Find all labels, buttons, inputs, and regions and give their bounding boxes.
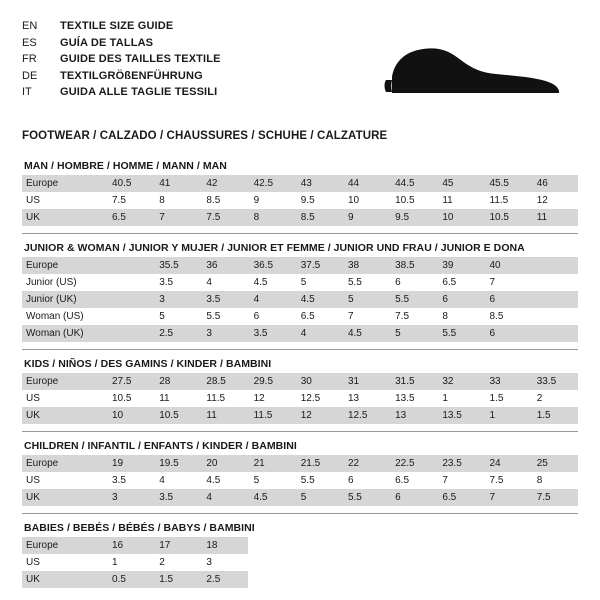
- cell-empty: [295, 571, 342, 588]
- row-label: US: [22, 390, 106, 407]
- cell: 1: [436, 390, 483, 407]
- cell: [106, 308, 153, 325]
- cell: 1: [484, 407, 531, 424]
- cell: 9.5: [389, 209, 436, 226]
- cell: 42.5: [248, 175, 295, 192]
- cell: 10.5: [484, 209, 531, 226]
- cell: 4.5: [248, 489, 295, 506]
- group-label: JUNIOR & WOMAN / JUNIOR Y MUJER / JUNIOR ET FEMME / JUNIOR UND FRAU / JUNIOR E DONA: [24, 242, 525, 254]
- cell: 7.5: [484, 472, 531, 489]
- cell-empty: [484, 537, 531, 554]
- cell: 18: [200, 537, 247, 554]
- cell: 5.5: [389, 291, 436, 308]
- cell: [531, 308, 578, 325]
- cell: [531, 257, 578, 274]
- cell: 6.5: [106, 209, 153, 226]
- cell: 2: [153, 554, 200, 571]
- cell: 10: [342, 192, 389, 209]
- cell: 5: [295, 274, 342, 291]
- cell: 39: [436, 257, 483, 274]
- language-title: GUÍA DE TALLAS: [60, 36, 154, 49]
- cell: 21.5: [295, 455, 342, 472]
- table-row: [22, 192, 578, 209]
- cell: 11: [531, 209, 578, 226]
- cell: 7.5: [531, 489, 578, 506]
- row-label: UK: [22, 571, 106, 588]
- row-label: Junior (US): [22, 274, 106, 291]
- cell: 7.5: [200, 209, 247, 226]
- cell: 13.5: [389, 390, 436, 407]
- cell-empty: [484, 554, 531, 571]
- cell: 31: [342, 373, 389, 390]
- cell: 7.5: [389, 308, 436, 325]
- row-label: Woman (US): [22, 308, 106, 325]
- cell-empty: [389, 554, 436, 571]
- cell: 32: [436, 373, 483, 390]
- cell: 19: [106, 455, 153, 472]
- language-code: FR: [22, 53, 37, 65]
- row-label: Europe: [22, 455, 106, 472]
- cell: 12: [531, 192, 578, 209]
- cell: 3.5: [248, 325, 295, 342]
- language-row: [22, 84, 221, 101]
- cell: 12.5: [342, 407, 389, 424]
- cell: 11: [436, 192, 483, 209]
- cell: 6.5: [295, 308, 342, 325]
- cell: 13: [342, 390, 389, 407]
- cell-empty: [342, 571, 389, 588]
- cell: 4: [248, 291, 295, 308]
- cell: 45.5: [484, 175, 531, 192]
- cell-empty: [295, 537, 342, 554]
- cell: 9: [248, 192, 295, 209]
- group-junior-woman: [22, 242, 578, 350]
- cell: 8.5: [484, 308, 531, 325]
- cell-empty: [531, 537, 578, 554]
- group-label: CHILDREN / INFANTIL / ENFANTS / KINDER / BAMBINI: [24, 440, 297, 452]
- cell: 6.5: [389, 472, 436, 489]
- group-children: [22, 440, 578, 514]
- cell: 44.5: [389, 175, 436, 192]
- language-title: GUIDE DES TAILLES TEXTILE: [60, 53, 221, 65]
- divider: [22, 513, 578, 514]
- cell: 11.5: [484, 192, 531, 209]
- language-code: DE: [22, 69, 38, 82]
- cell: 6: [389, 489, 436, 506]
- cell: 33: [484, 373, 531, 390]
- cell: 31.5: [389, 373, 436, 390]
- language-title-list: [22, 18, 221, 101]
- table-row: [22, 537, 578, 554]
- cell: 13: [389, 407, 436, 424]
- cell: 37.5: [295, 257, 342, 274]
- cell: [106, 274, 153, 291]
- size-table-junior-woman: [22, 257, 578, 342]
- cell-empty: [342, 554, 389, 571]
- row-label: Europe: [22, 257, 106, 274]
- cell: 5: [248, 472, 295, 489]
- row-label: Europe: [22, 537, 106, 554]
- group-man: [22, 160, 578, 234]
- cell: 24: [484, 455, 531, 472]
- cell: 4.5: [200, 472, 247, 489]
- cell: 4: [153, 472, 200, 489]
- cell: 28: [153, 373, 200, 390]
- cell: 27.5: [106, 373, 153, 390]
- table-row: [22, 489, 578, 506]
- cell: 7: [153, 209, 200, 226]
- cell: 3.5: [153, 274, 200, 291]
- row-label: UK: [22, 489, 106, 506]
- cell: 8: [531, 472, 578, 489]
- cell: 10: [436, 209, 483, 226]
- table-row: [22, 571, 578, 588]
- cell: 1.5: [153, 571, 200, 588]
- cell: 12.5: [295, 390, 342, 407]
- cell: [531, 325, 578, 342]
- table-row: [22, 209, 578, 226]
- cell-empty: [248, 571, 295, 588]
- language-row: [22, 68, 221, 85]
- cell: 6: [389, 274, 436, 291]
- group-label: MAN / HOMBRE / HOMME / MANN / MAN: [24, 160, 227, 172]
- cell: 3.5: [153, 489, 200, 506]
- table-row: [22, 325, 578, 342]
- cell: 12: [295, 407, 342, 424]
- cell: 3: [200, 325, 247, 342]
- cell: 3: [200, 554, 247, 571]
- cell-empty: [342, 537, 389, 554]
- cell-empty: [389, 571, 436, 588]
- cell: 3: [153, 291, 200, 308]
- cell: 40: [484, 257, 531, 274]
- cell: 12: [248, 390, 295, 407]
- cell: 6: [436, 291, 483, 308]
- cell: 9: [342, 209, 389, 226]
- size-table-man: [22, 175, 578, 226]
- cell: 21: [248, 455, 295, 472]
- cell: 4: [200, 274, 247, 291]
- cell: 3.5: [106, 472, 153, 489]
- cell: 45: [436, 175, 483, 192]
- table-row: [22, 554, 578, 571]
- cell: 6: [248, 308, 295, 325]
- cell-empty: [436, 537, 483, 554]
- table-row: [22, 472, 578, 489]
- table-row: [22, 373, 578, 390]
- cell: 1: [106, 554, 153, 571]
- cell: [106, 291, 153, 308]
- cell-empty: [531, 554, 578, 571]
- cell: 1.5: [484, 390, 531, 407]
- cell: 6.5: [436, 274, 483, 291]
- group-label: KIDS / NIÑOS / DES GAMINS / KINDER / BAMBINI: [24, 358, 272, 370]
- group-babies: [22, 522, 578, 588]
- divider: [22, 233, 578, 234]
- cell-empty: [295, 554, 342, 571]
- cell: 5: [389, 325, 436, 342]
- cell: 44: [342, 175, 389, 192]
- cell: [106, 257, 153, 274]
- page-title: FOOTWEAR / CALZADO / CHAUSSURES / SCHUHE / CALZATURE: [22, 130, 388, 142]
- cell: 13.5: [436, 407, 483, 424]
- cell: 5.5: [200, 308, 247, 325]
- row-label: US: [22, 472, 106, 489]
- cell: 22: [342, 455, 389, 472]
- cell: 36: [200, 257, 247, 274]
- table-row: [22, 291, 578, 308]
- cell: 11.5: [248, 407, 295, 424]
- cell: 19.5: [153, 455, 200, 472]
- cell: 5: [295, 489, 342, 506]
- cell: 1.5: [531, 407, 578, 424]
- table-row: [22, 407, 578, 424]
- row-label: UK: [22, 407, 106, 424]
- dress-shoe-icon: [380, 30, 570, 104]
- cell: 11: [200, 407, 247, 424]
- language-row: [22, 51, 221, 68]
- group-label: BABIES / BEBÉS / BÉBÉS / BABYS / BAMBINI: [24, 522, 255, 534]
- cell: 4: [295, 325, 342, 342]
- cell-empty: [436, 554, 483, 571]
- cell: 20: [200, 455, 247, 472]
- cell: 5.5: [342, 274, 389, 291]
- cell: 36.5: [248, 257, 295, 274]
- cell: 42: [200, 175, 247, 192]
- cell: 5: [153, 308, 200, 325]
- row-label: Woman (UK): [22, 325, 106, 342]
- cell: 40.5: [106, 175, 153, 192]
- cell: 11: [153, 390, 200, 407]
- cell: 8.5: [295, 209, 342, 226]
- cell: 33.5: [531, 373, 578, 390]
- size-table-kids: [22, 373, 578, 424]
- cell: 2.5: [200, 571, 247, 588]
- cell: 6: [484, 291, 531, 308]
- cell: 22.5: [389, 455, 436, 472]
- cell: 38: [342, 257, 389, 274]
- cell: [531, 291, 578, 308]
- cell: 41: [153, 175, 200, 192]
- cell: 38.5: [389, 257, 436, 274]
- cell: 9.5: [295, 192, 342, 209]
- language-row: [22, 35, 221, 52]
- cell: 8: [248, 209, 295, 226]
- cell: 4: [200, 489, 247, 506]
- table-row: [22, 274, 578, 291]
- cell: 4.5: [342, 325, 389, 342]
- cell: 7.5: [106, 192, 153, 209]
- cell: 10.5: [153, 407, 200, 424]
- group-kids: [22, 358, 578, 432]
- divider: [22, 349, 578, 350]
- cell: 11.5: [200, 390, 247, 407]
- table-row: [22, 455, 578, 472]
- cell: 4.5: [295, 291, 342, 308]
- cell: 17: [153, 537, 200, 554]
- cell: 46: [531, 175, 578, 192]
- language-code: IT: [22, 86, 32, 98]
- cell: 8: [153, 192, 200, 209]
- cell: 28.5: [200, 373, 247, 390]
- cell: [106, 325, 153, 342]
- cell: 10: [106, 407, 153, 424]
- cell-empty: [531, 571, 578, 588]
- size-table-children: [22, 455, 578, 506]
- cell: 5: [342, 291, 389, 308]
- cell: 7: [436, 472, 483, 489]
- cell: 25: [531, 455, 578, 472]
- cell-empty: [248, 537, 295, 554]
- language-row: [22, 18, 221, 35]
- language-code: ES: [22, 36, 37, 49]
- cell: 29.5: [248, 373, 295, 390]
- cell: 4.5: [248, 274, 295, 291]
- divider: [22, 431, 578, 432]
- cell: 7: [484, 489, 531, 506]
- cell: 23.5: [436, 455, 483, 472]
- cell: 5.5: [342, 489, 389, 506]
- cell: 7: [342, 308, 389, 325]
- cell: 10.5: [389, 192, 436, 209]
- cell-empty: [248, 554, 295, 571]
- language-code: EN: [22, 20, 38, 32]
- cell: 2.5: [153, 325, 200, 342]
- cell: 2: [531, 390, 578, 407]
- cell: 7: [484, 274, 531, 291]
- row-label: US: [22, 554, 106, 571]
- cell: [531, 274, 578, 291]
- row-label: UK: [22, 209, 106, 226]
- cell: 6: [484, 325, 531, 342]
- table-row: [22, 175, 578, 192]
- cell-empty: [436, 571, 483, 588]
- cell: 5.5: [436, 325, 483, 342]
- row-label: Europe: [22, 373, 106, 390]
- language-title: GUIDA ALLE TAGLIE TESSILI: [60, 86, 218, 98]
- language-title: TEXTILE SIZE GUIDE: [60, 20, 174, 32]
- cell: 3: [106, 489, 153, 506]
- cell-empty: [484, 571, 531, 588]
- cell: 5.5: [295, 472, 342, 489]
- table-row: [22, 308, 578, 325]
- cell: 8.5: [200, 192, 247, 209]
- cell: 16: [106, 537, 153, 554]
- cell: 6: [342, 472, 389, 489]
- row-label: Junior (UK): [22, 291, 106, 308]
- cell: 0.5: [106, 571, 153, 588]
- cell: 8: [436, 308, 483, 325]
- table-row: [22, 390, 578, 407]
- row-label: US: [22, 192, 106, 209]
- language-title: TEXTILGRÖßENFÜHRUNG: [60, 69, 203, 82]
- cell: 35.5: [153, 257, 200, 274]
- cell: 3.5: [200, 291, 247, 308]
- cell-empty: [389, 537, 436, 554]
- table-row: [22, 257, 578, 274]
- cell: 30: [295, 373, 342, 390]
- row-label: Europe: [22, 175, 106, 192]
- cell: 43: [295, 175, 342, 192]
- cell: 6.5: [436, 489, 483, 506]
- size-table-babies: [22, 537, 578, 588]
- cell: 10.5: [106, 390, 153, 407]
- header: [22, 18, 578, 114]
